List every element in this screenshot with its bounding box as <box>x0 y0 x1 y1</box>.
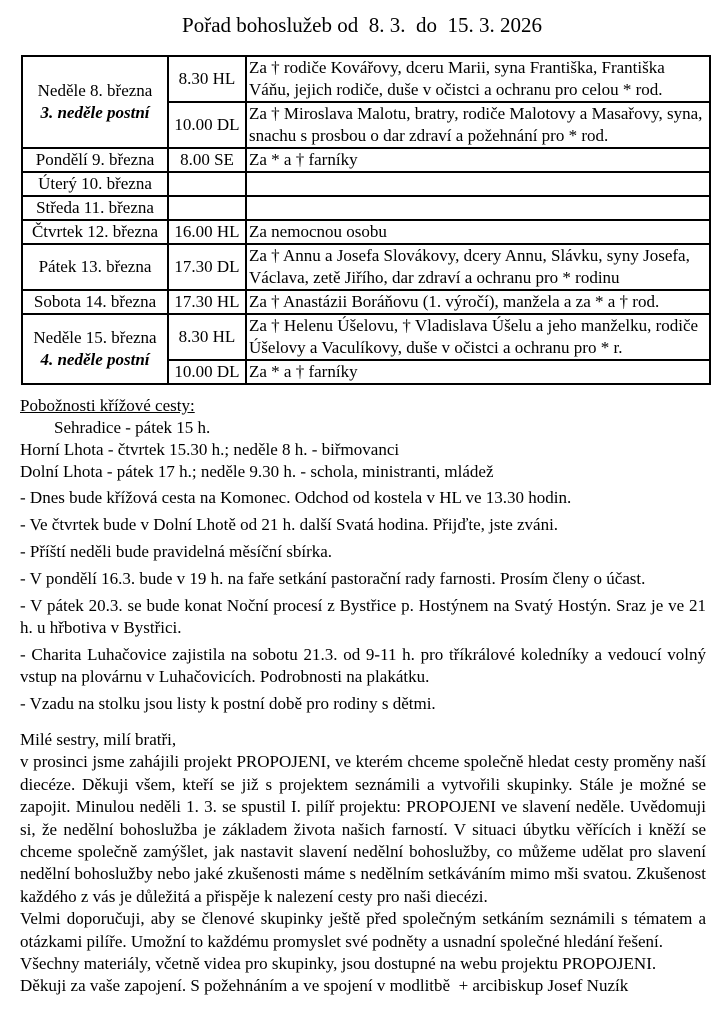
date-cell <box>22 220 168 244</box>
schedule-row <box>22 314 710 360</box>
intention-cell <box>246 196 710 220</box>
announcement-item: - Dnes bude křížová cesta na Komonec. Odchod od kostela v HL ve 13.30 hodin. <box>20 488 572 507</box>
time-cell: 10.00 DL <box>168 102 246 148</box>
date-line2: 3. neděle postní <box>40 103 150 122</box>
announcement-item: - V pondělí 16.3. bude v 19 h. na faře setkání pastorační rady farnosti. Prosím členy o účast. <box>20 569 646 588</box>
devotion-line: Dolní Lhota - pátek 17 h.; neděle 9.30 h. - schola, ministranti, mládež <box>20 462 494 481</box>
intention-cell <box>246 172 710 196</box>
devotion-line: Horní Lhota - čtvrtek 15.30 h.; neděle 8 h. - biřmovanci <box>20 440 400 459</box>
date-line1: Neděle 8. března <box>37 81 153 100</box>
intention-cell: Za † Helenu Úšelovu, † Vladislava Úšelu a jeho manželku, rodiče Úšelovy a Vaculíkovy, duše v očistci a ochranu pro * r. <box>246 314 710 360</box>
intention-cell: Za † Miroslava Malotu, bratry, rodiče Malotovy a Masařovy, syna, snachu s prosbou o dar zdraví a požehnání pro * rod. <box>246 102 710 148</box>
time-cell: 8.00 SE <box>168 148 246 172</box>
date-line1: Úterý 10. března <box>38 174 152 193</box>
letter-paragraph: v prosinci jsme zahájili projekt PROPOJENI, ve kterém chceme společně hledat cesty proměny naší diecéze. Děkuji všem, kteří se již s projektem seznámili a vytvořili skupinky. Stále je možné se zapojit. Minulou neděli 1. 3. se spustil I. pilíř projektu: PROPOJENI ve slavení neděle. Uvědomuji si, že nedělní bohoslužba je základem života našich farností. V situaci úbytku věřících i kněží se chceme společně zamýšlet, jak nastavit slavení nedělní bohoslužby, co můžeme udělat pro slavení nedělní bohoslužby nebo jaké zkušenosti máme s nedělním setkáváním mimo mši svatou. Zkušenost každého z vás je důležitá a přispěje k nalezení cesty pro naši diecézi. <box>20 752 711 906</box>
schedule-row <box>22 244 710 290</box>
announcement-item: - Příští neděli bude pravidelná měsíční sbírka. <box>20 542 333 561</box>
schedule-table <box>21 55 711 385</box>
intention-cell: Za † Anastázii Boráňovu (1. výročí), manžela a za * a † rod. <box>246 290 710 314</box>
schedule-table-body <box>22 56 710 384</box>
page-title: Pořad bohoslužeb od 8. 3. do 15. 3. 2026 <box>182 13 542 37</box>
date-line2: 4. neděle postní <box>40 350 150 369</box>
schedule-row <box>22 290 710 314</box>
date-line1: Sobota 14. března <box>33 292 157 311</box>
time-cell: 17.30 HL <box>168 290 246 314</box>
date-cell <box>22 56 168 148</box>
date-cell <box>22 244 168 290</box>
time-cell <box>168 196 246 220</box>
devotions-heading-line <box>20 395 706 417</box>
schedule-row <box>22 196 710 220</box>
intention-cell: Za * a † farníky <box>246 360 710 384</box>
intention-cell: Za * a † farníky <box>246 148 710 172</box>
date-cell <box>22 196 168 220</box>
time-cell: 16.00 HL <box>168 220 246 244</box>
intention-cell: Za † rodiče Kovářovy, dceru Marii, syna Františka, Františka Váňu, jejich rodiče, duše v očistci a ochranu pro celou * rod. <box>246 56 710 102</box>
announcements-section <box>20 487 706 720</box>
letter-paragraph: Všechny materiály, včetně videa pro skupinky, jsou dostupné na webu projektu PROPOJENI. <box>20 954 657 974</box>
announcement-item: - Charita Luhačovice zajistila na sobotu 21.3. od 9-11 h. pro tříkrálové koledníky a vedoucí volný vstup na plovárnu v Luhačovicích. Podrobnosti na plakátku. <box>20 645 706 686</box>
date-line1: Neděle 15. března <box>33 328 157 347</box>
letter-section <box>20 729 711 998</box>
date-cell <box>22 290 168 314</box>
time-cell: 8.30 HL <box>168 314 246 360</box>
letter-paragraph: Velmi doporučuji, aby se členové skupinky ještě před společným setkáním seznámili s tématem a otázkami pilíře. Umožní to každému promyslet své podněty a usnadní společné hledání řešení. <box>20 909 711 951</box>
announcement-item: - Ve čtvrtek bude v Dolní Lhotě od 21 h. další Svatá hodina. Přijďte, jste zváni. <box>20 515 559 534</box>
time-cell: 17.30 DL <box>168 244 246 290</box>
date-cell <box>22 172 168 196</box>
intention-cell: Za nemocnou osobu <box>246 220 710 244</box>
date-line1: Pondělí 9. března <box>35 150 155 169</box>
intention-cell: Za † Annu a Josefa Slovákovy, dcery Annu, Slávku, syny Josefa, Václava, zetě Jiřího, dar zdraví a ochranu pro * rodinu <box>246 244 710 290</box>
devotion-lines <box>20 417 706 483</box>
announcement-item: - V pátek 20.3. se bude konat Noční procesí z Bystřice p. Hostýnem na Svatý Hostýn. Sraz je ve 21 h. u hřbotiva v Bystřici. <box>20 596 706 637</box>
time-cell: 10.00 DL <box>168 360 246 384</box>
devotion-line: Sehradice - pátek 15 h. <box>54 418 211 437</box>
time-cell <box>168 172 246 196</box>
schedule-row <box>22 172 710 196</box>
time-cell: 8.30 HL <box>168 56 246 102</box>
date-cell <box>22 314 168 384</box>
date-line1: Čtvrtek 12. března <box>31 222 159 241</box>
schedule-row <box>22 148 710 172</box>
date-line1: Středa 11. března <box>36 198 154 217</box>
schedule-row <box>22 56 710 102</box>
devotions-section <box>20 395 706 483</box>
announcement-item: - Vzadu na stolku jsou listy k postní době pro rodiny s dětmi. <box>20 694 436 713</box>
schedule-row <box>22 220 710 244</box>
letter-salutation: Milé sestry, milí bratři, <box>20 730 177 749</box>
date-line1: Pátek 13. března <box>38 257 152 276</box>
date-cell <box>22 148 168 172</box>
devotions-heading: Pobožnosti křížové cesty: <box>20 396 195 415</box>
letter-paragraph: Děkuji za vaše zapojení. S požehnáním a ve spojení v modlitbě + arcibiskup Josef Nuzík <box>20 976 629 996</box>
